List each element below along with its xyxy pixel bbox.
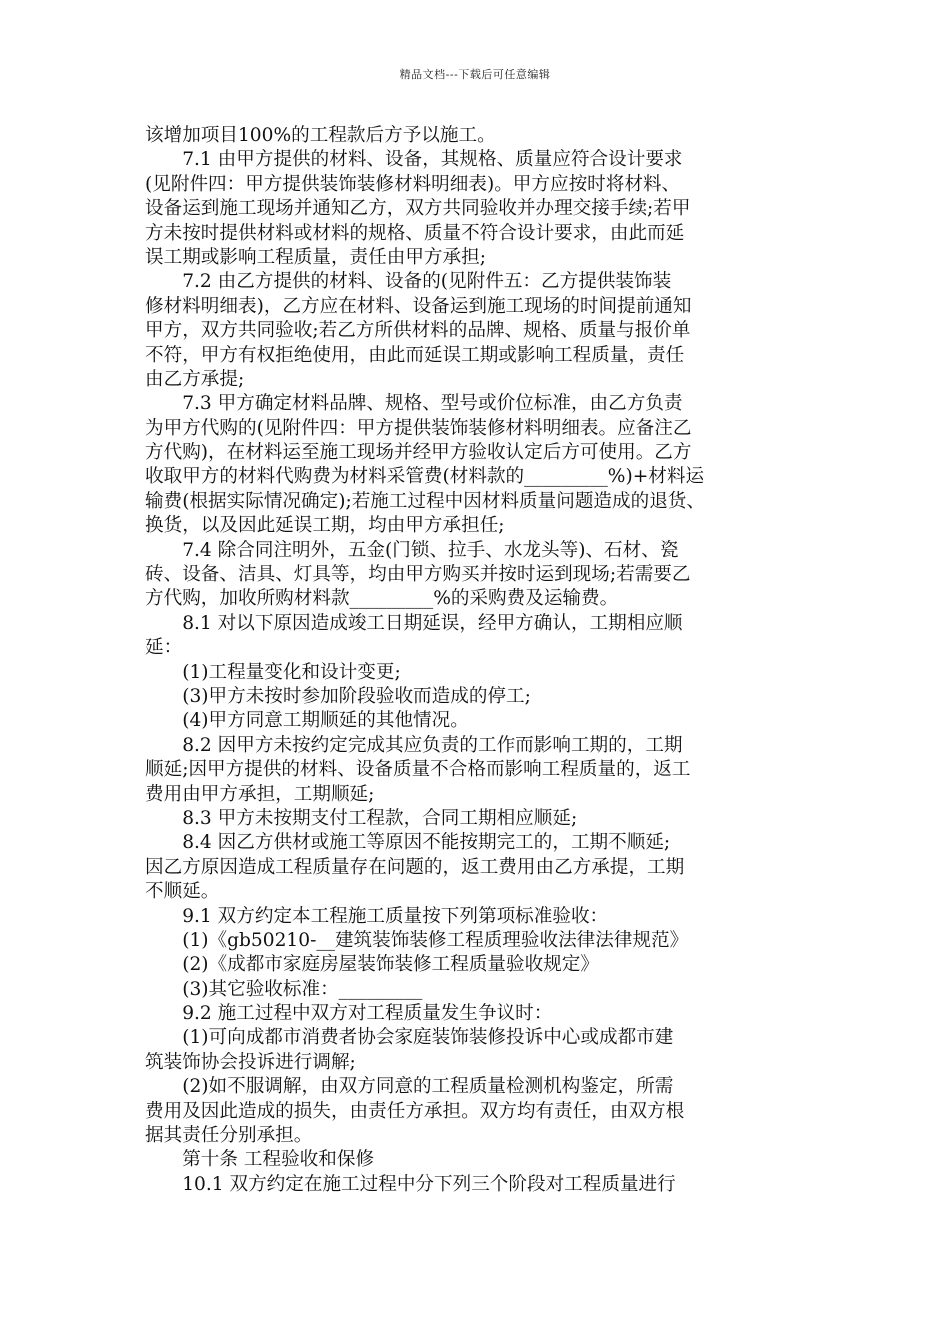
text-line: 修材料明细表)，乙方应在材料、设备运到施工现场的时间提前通知 (145, 295, 692, 317)
text-line: 筑装饰协会投诉进行调解; (145, 1051, 356, 1073)
text-line: 7.4 除合同注明外，五金(门锁、拉手、水龙头等)、石材、瓷 (145, 539, 679, 561)
text-line: (1)工程量变化和设计变更; (145, 661, 401, 683)
text-line: 8.2 因甲方未按约定完成其应负责的工作而影响工期的，工期 (145, 734, 683, 756)
text-line: 该增加项目100%的工程款后方予以施工。 (145, 125, 496, 146)
text-line: 方未按时提供材料或材料的规格、质量不符合设计要求，由此而延 (145, 222, 685, 244)
text-line: 输费(根据实际情况确定);若施工过程中因材料质量问题造成的退货、 (145, 490, 705, 512)
text-line: 砖、设备、洁具、灯具等，均由甲方购买并按时运到现场;若需要乙 (145, 564, 691, 586)
text-line: 8.1 对以下原因造成竣工日期延误，经甲方确认，工期相应顺 (145, 612, 683, 634)
text-line: 为甲方代购的(见附件四：甲方提供装饰装修材料明细表。应备注乙 (145, 417, 692, 439)
text-line: 9.1 双方约定本工程施工质量按下列第项标准验收： (145, 905, 609, 927)
text-line: 方代购，加收所购材料款_________%的采购费及运输费。 (145, 588, 619, 610)
page-header: 精品文档---下载后可任意编辑 (399, 68, 551, 81)
text-line: (1)可向成都市消费者协会家庭装饰装修投诉中心或成都市建 (145, 1027, 674, 1049)
text-line: 7.1 由甲方提供的材料、设备，其规格、质量应符合设计要求 (145, 149, 683, 171)
text-line: 换货，以及因此延误工期，均由甲方承担任; (145, 515, 505, 537)
text-line: (2)如不服调解，由双方同意的工程质量检测机构鉴定，所需 (145, 1076, 674, 1098)
text-line: 由乙方承提; (145, 368, 245, 390)
text-line: (3)其它验收标准：_________ (145, 978, 423, 1000)
text-line: (4)甲方同意工期顺延的其他情况。 (145, 710, 469, 732)
text-line: 7.2 由乙方提供的材料、设备的(见附件五：乙方提供装饰装 (145, 271, 672, 293)
text-line: 8.3 甲方未按期支付工程款，合同工期相应顺延; (145, 807, 578, 829)
text-line: 不顺延。 (145, 881, 220, 903)
text-line: 收取甲方的材料代购费为材料采管费(材料款的_________%)+材料运 (145, 466, 705, 488)
text-line: 不符，甲方有权拒绝使用，由此而延误工期或影响工程质量，责任 (145, 344, 685, 366)
text-line: 9.2 施工过程中双方对工程质量发生争议时： (145, 1003, 553, 1025)
text-line: 10.1 双方约定在施工过程中分下列三个阶段对工程质量进行 (145, 1173, 676, 1195)
text-line: 8.4 因乙方供材或施工等原因不能按期完工的，工期不顺延; (145, 832, 671, 854)
text-line: 设备运到施工现场并通知乙方，双方共同验收并办理交接手续;若甲 (145, 198, 691, 220)
text-line: (见附件四：甲方提供装饰装修材料明细表)。甲方应按时将材料、 (145, 173, 681, 195)
text-line: 甲方，双方共同验收;若乙方所供材料的品牌、规格、质量与报价单 (145, 320, 691, 342)
text-line: 费用及因此造成的损失，由责任方承担。双方均有责任，由双方根 (145, 1100, 685, 1122)
text-line: 顺延;因甲方提供的材料、设备质量不合格而影响工程质量的，返工 (145, 759, 691, 781)
text-line: 据其责任分别承担。 (145, 1125, 313, 1147)
text-line: (3)甲方未按时参加阶段验收而造成的停工; (145, 685, 531, 707)
text-line: (2)《成都市家庭房屋装饰装修工程质量验收规定》 (145, 954, 599, 976)
text-line: 第十条 工程验收和保修 (145, 1149, 375, 1171)
text-line: (1)《gb50210-__建筑装饰装修工程质理验收法律法律规范》 (145, 929, 689, 951)
text-line: 因乙方原因造成工程质量存在问题的，返工费用由乙方承提，工期 (145, 856, 685, 878)
text-line: 费用由甲方承担，工期顺延; (145, 783, 375, 805)
text-line: 误工期或影响工程质量，责任由甲方承担; (145, 246, 486, 268)
document-body (145, 124, 813, 1197)
text-line: 延： (145, 637, 183, 659)
text-line: 7.3 甲方确定材料品牌、规格、型号或价位标准，由乙方负责 (145, 393, 683, 415)
text-line: 方代购)，在材料运至施工现场并经甲方验收认定后方可使用。乙方 (145, 442, 692, 464)
